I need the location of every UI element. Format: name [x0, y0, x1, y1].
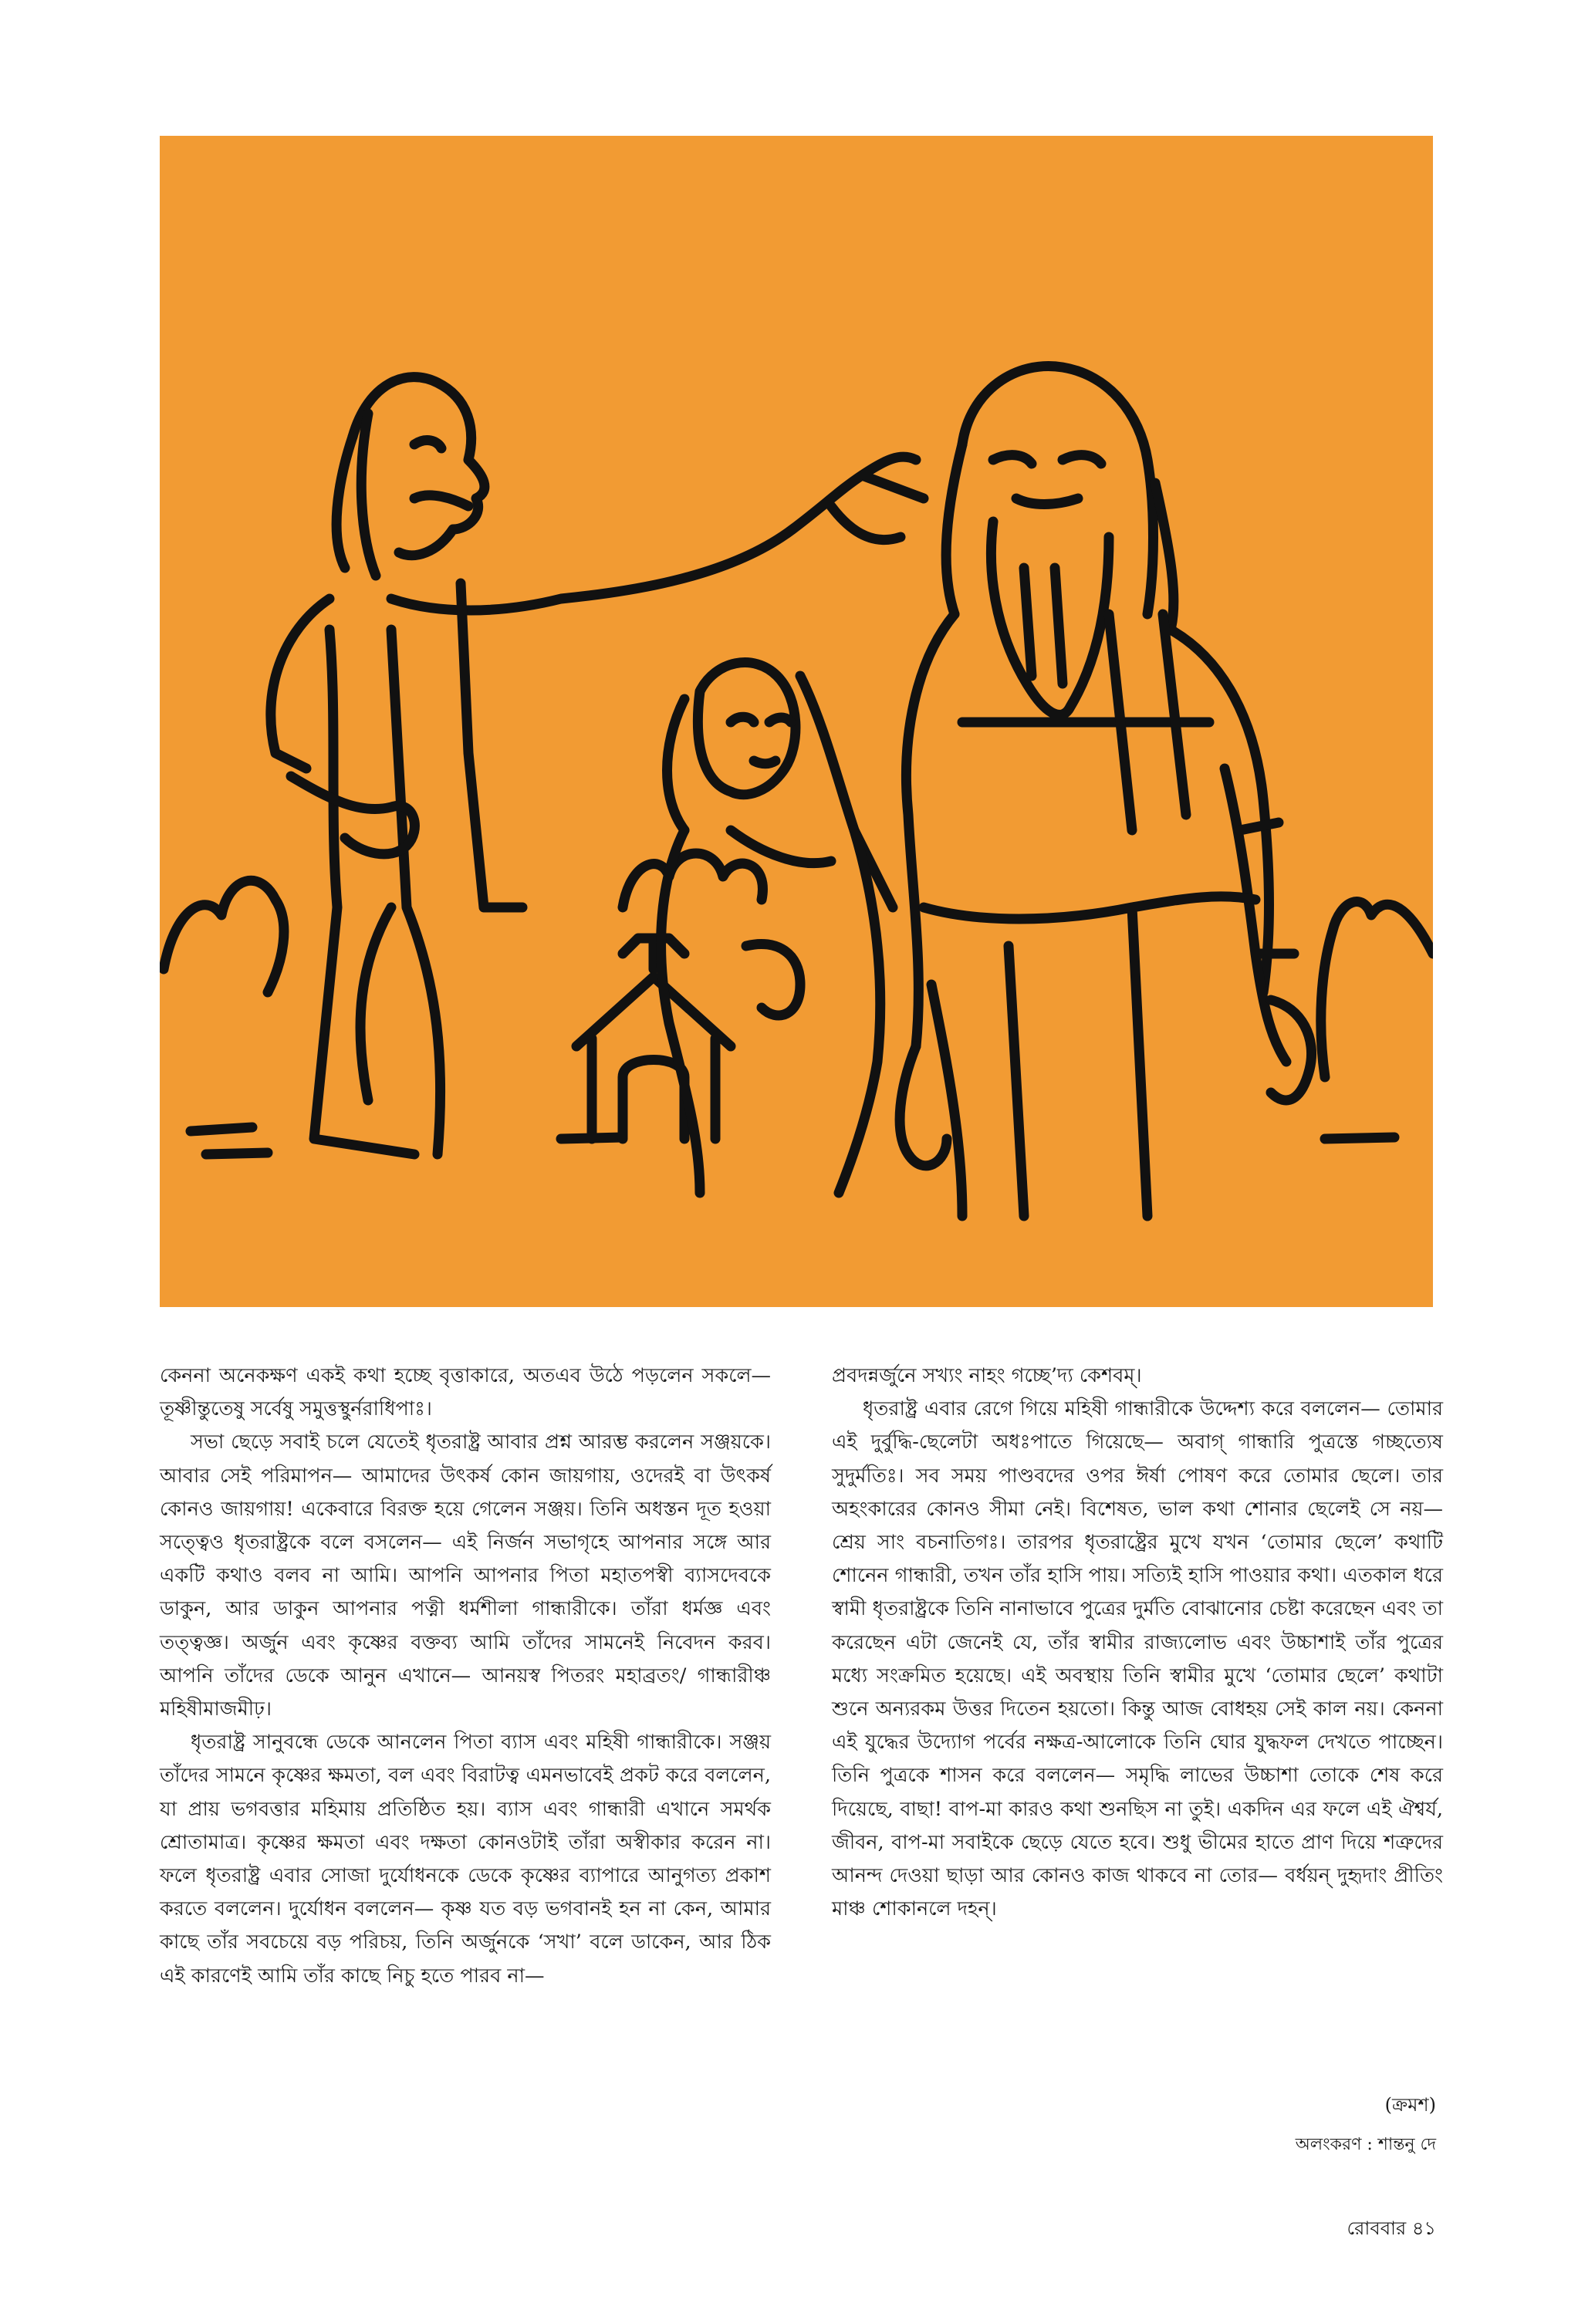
illustration-figures-icon [160, 136, 1433, 1307]
left-paragraph-2: সভা ছেড়ে সবাই চলে যেতেই ধৃতরাষ্ট্র আবার প্রশ্ন আরম্ভ করলেন সঞ্জয়কে। আবার সেই পরিমাপন— আমাদের উৎকর্ষ কোন জায়গায়, ওদেরই বা উৎকর্ষ কোনও জায়গায়! একেবারে বিরক্ত হয়ে গেলেন সঞ্জয়। তিনি অধস্তন দূত হওয়া সত্ত্বেও ধৃতরাষ্ট্রকে বলে বসলেন— এই নির্জন সভাগৃহে আপনার সঙ্গে আর একটি কথাও বলব না আমি। আপনি আপনার পিতা মহাতপস্বী ব্যাসদেবকে ডাকুন, আর ডাকুন আপনার পত্নী ধর্মশীলা গান্ধারীকে। তাঁরা ধর্মজ্ঞ এবং তত্ত্বজ্ঞ। অর্জুন এবং কৃষ্ণের বক্তব্য আমি তাঁদের সামনেই নিবেদন করব। আপনি তাঁদের ডেকে আনুন এখানে— আনয়স্ব পিতরং মহাব্রতং/ গান্ধারীঞ্চ মহিষীমাজমীঢ়। [160, 1431, 771, 1721]
right-paragraph-2: ধৃতরাষ্ট্র এবার রেগে গিয়ে মহিষী গান্ধারীকে উদ্দেশ্য করে বললেন— তোমার এই দুর্বুদ্ধি-ছেলেটা অধঃপাতে গিয়েছে— অবাগ্ গান্ধারি পুত্রস্তে গচ্ছত্যেষ সুদুর্মতিঃ। সব সময় পাণ্ডবদের ওপর ঈর্ষা পোষণ করে তোমার ছেলে। তার অহংকারের কোনও সীমা নেই। বিশেষত, ভাল কথা শোনার ছেলেই সে নয়— শ্রেয় সাং বচনাতিগঃ। তারপর ধৃতরাষ্ট্রের মুখে যখন ‘তোমার ছেলে’ কথাটি শোনেন গান্ধারী, তখন তাঁর হাসি পায়। সত্যিই হাসি পাওয়ার কথা। এতকাল ধরে স্বামী ধৃতরাষ্ট্রকে তিনি নানাভাবে পুত্রের দুর্মতি বোঝানোর চেষ্টা করেছেন এবং তা করেছেন এটা জেনেই যে, তাঁর স্বামীর রাজ্যলোভ এবং উচ্চাশাই তাঁর পুত্রের মধ্যে সংক্রমিত হয়েছে। এই অবস্থায় তিনি স্বামীর মুখে ‘তোমার ছেলে’ কথাটা শুনে অন্যরকম উত্তর দিতেন হয়তো। কিন্তু আজ বোধহয় সেই কাল নয়। কেননা এই যুদ্ধের উদ্যোগ পর্বের নক্ষত্র-আলোকে তিনি ঘোর যুদ্ধফল দেখতে পাচ্ছেন। তিনি পুত্রকে শাসন করে বললেন— সমৃদ্ধি লাভের উচ্চাশা তোকে শেষ করে দিয়েছে, বাছা! বাপ-মা কারও কথা শুনছিস না তুই। একদিন এর ফলে এই ঐশ্বর্য, জীবন, বাপ-মা সবাইকে ছেড়ে যেতে হবে। শুধু ভীমের হাতে প্রাণ দিয়ে শত্রুদের আনন্দ দেওয়া ছাড়া আর কোনও কাজ থাকবে না তোর— বর্ধয়ন্ দুহৃদাং প্রীতিং মাঞ্চ শোকানলে দহন্। [832, 1397, 1443, 1921]
illustration-credit: অলংকরণ : শান্তনু দে [1295, 2135, 1436, 2154]
left-column [160, 1360, 771, 1993]
right-paragraph-1: প্রবদন্নর্জুনে সখ্যং নাহং গচ্ছে’দ্য কেশবম্। [832, 1364, 1142, 1387]
page-folio: রোববার ৪১ [1347, 2218, 1436, 2239]
left-paragraph-1: কেননা অনেকক্ষণ একই কথা হচ্ছে বৃত্তাকারে, অতএব উঠে পড়লেন সকলে— তূষ্ণীন্তুতেষু সর্বেষু সমুত্তস্থুর্নরাধিপাঃ। [160, 1364, 771, 1421]
continued-label: (ক্রমশ) [1384, 2094, 1436, 2116]
right-column [832, 1360, 1443, 1926]
left-paragraph-3: ধৃতরাষ্ট্র সানুবন্ধে ডেকে আনলেন পিতা ব্যাস এবং মহিষী গান্ধারীকে। সঞ্জয় তাঁদের সামনে কৃষ্ণের ক্ষমতা, বল এবং বিরাটত্ব এমনভাবেই প্রকট করে বললেন, যা প্রায় ভগবত্তার মহিমায় প্রতিষ্ঠিত হয়। ব্যাস এবং গান্ধারী এখানে সমর্থক শ্রোতামাত্র। কৃষ্ণের ক্ষমতা এবং দক্ষতা কোনওটাই তাঁরা অস্বীকার করেন না। ফলে ধৃতরাষ্ট্র এবার সোজা দুর্যোধনকে ডেকে কৃষ্ণের ব্যাপারে আনুগত্য প্রকাশ করতে বললেন। দুর্যোধন বললেন— কৃষ্ণ যত বড় ভগবানই হন না কেন, আমার কাছে তাঁর সবচেয়ে বড় পরিচয়, তিনি অর্জুনকে ‘সখা’ বলে ডাকেন, আর ঠিক এই কারণেই আমি তাঁর কাছে নিচু হতে পারব না— [160, 1731, 771, 1988]
illustration [160, 136, 1433, 1307]
